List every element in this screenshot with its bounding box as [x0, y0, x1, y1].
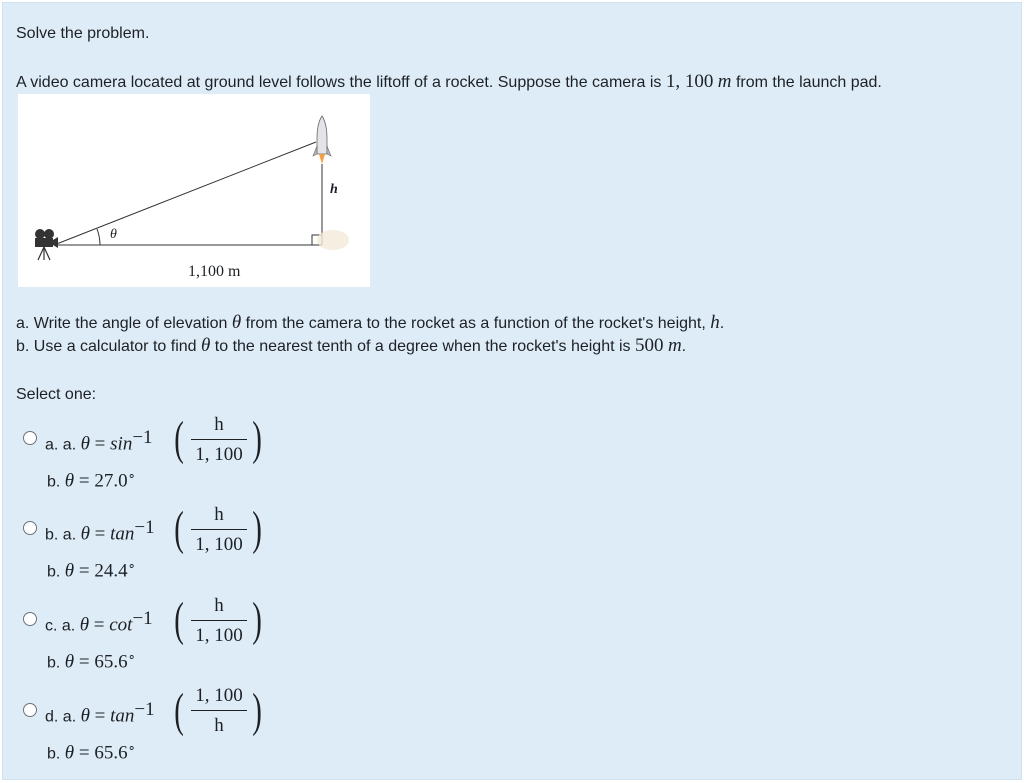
option-c-function: cot	[109, 614, 133, 636]
option-d-b-prefix: b.	[47, 745, 65, 763]
problem-unit: m	[717, 71, 732, 92]
part-b-value: 500	[634, 335, 664, 356]
problem-text-end: from the launch pad.	[731, 74, 882, 91]
option-c-fraction-bar	[191, 620, 247, 621]
part-a-start: a. Write the angle of elevation	[16, 315, 232, 332]
option-a-denominator: 1, 100	[195, 444, 243, 465]
option-b-b-value: 24.4	[94, 560, 128, 582]
option-d-fraction-bar	[191, 710, 247, 711]
option-d-function: tan	[110, 705, 135, 727]
option-b-numerator: h	[214, 504, 224, 525]
rocket-figure	[18, 94, 370, 287]
option-d-equation[interactable]	[45, 699, 155, 727]
option-c-b-prefix: b.	[47, 654, 65, 672]
option-b-part-b[interactable]	[47, 558, 136, 582]
part-b-start: b. Use a calculator to find	[16, 338, 201, 355]
problem-text	[16, 71, 882, 93]
part-a-middle: from the camera to the rocket as a function of the rocket's height,	[241, 315, 711, 332]
triangle-diagram	[18, 94, 370, 287]
option-c-degree: ∘	[127, 649, 136, 664]
option-a-equation[interactable]	[45, 427, 153, 455]
option-b-radio[interactable]	[23, 521, 37, 535]
option-d-degree: ∘	[127, 740, 136, 755]
height-h-label: h	[330, 182, 338, 197]
option-d-exponent: −1	[134, 699, 155, 720]
angle-arc	[97, 229, 100, 245]
option-a-b-equals: =	[74, 470, 95, 492]
option-d-b-value: 65.6	[94, 742, 128, 764]
option-a-function: sin	[110, 433, 133, 455]
option-a-fraction-bar	[191, 439, 247, 440]
option-d-left-paren: (	[174, 684, 184, 737]
option-b-right-paren: )	[252, 502, 262, 555]
option-a-numerator: h	[214, 414, 224, 435]
option-d-letter: d. a.	[45, 708, 81, 726]
option-a-b-theta: θ	[64, 470, 75, 492]
part-a-h: h	[710, 312, 720, 333]
option-b-b-equals: =	[74, 560, 95, 582]
angle-theta-label: θ	[110, 227, 117, 242]
option-d-numerator: 1, 100	[195, 685, 243, 706]
part-b-unit: m	[667, 335, 682, 356]
option-a-b-value: 27.0	[94, 470, 128, 492]
option-c-numerator: h	[214, 595, 224, 616]
part-b-end: .	[681, 338, 687, 355]
option-b-b-theta: θ	[64, 560, 75, 582]
option-b-degree: ∘	[127, 558, 136, 573]
option-d-denominator: h	[214, 715, 224, 736]
option-c-theta: θ	[79, 614, 90, 636]
problem-distance: 1, 100	[665, 71, 714, 92]
option-d-b-equals: =	[74, 742, 95, 764]
option-a-radio[interactable]	[23, 431, 37, 445]
option-b-denominator: 1, 100	[195, 534, 243, 555]
option-b-b-prefix: b.	[47, 563, 65, 581]
instruction-text: Solve the problem.	[16, 25, 150, 42]
option-a-right-paren: )	[252, 412, 262, 465]
option-c-part-b[interactable]	[47, 649, 136, 673]
option-d-radio[interactable]	[23, 703, 37, 717]
option-a-degree: ∘	[127, 468, 136, 483]
option-a-equals: =	[89, 433, 111, 455]
option-a-left-paren: (	[174, 412, 184, 465]
base-distance-label: 1,100 m	[188, 263, 241, 280]
part-b-middle: to the nearest tenth of a degree when the rocket's height is	[210, 338, 635, 355]
select-one-label: Select one:	[16, 386, 97, 403]
option-c-exponent: −1	[132, 608, 153, 629]
part-a-end: .	[719, 315, 725, 332]
option-c-equals: =	[89, 614, 110, 636]
option-d-right-paren: )	[252, 684, 262, 737]
option-a-letter: a. a.	[45, 436, 81, 454]
option-c-right-paren: )	[252, 593, 262, 646]
question-panel	[2, 2, 1022, 780]
option-a-theta: θ	[80, 433, 90, 455]
option-b-letter: b. a.	[45, 526, 81, 544]
option-b-fraction-bar	[191, 529, 247, 530]
option-d-theta: θ	[80, 705, 90, 727]
option-c-denominator: 1, 100	[195, 625, 243, 646]
option-b-left-paren: (	[174, 502, 184, 555]
option-b-equation[interactable]	[45, 517, 155, 545]
line-of-sight	[54, 142, 316, 245]
option-c-b-value: 65.6	[94, 651, 128, 673]
part-a-theta: θ	[231, 312, 242, 333]
rocket-icon	[313, 116, 331, 164]
option-a-b-prefix: b.	[47, 473, 65, 491]
option-c-radio[interactable]	[23, 612, 37, 626]
video-camera-icon	[35, 229, 58, 260]
option-b-theta: θ	[80, 523, 90, 545]
option-c-letter: c. a.	[45, 617, 80, 635]
part-a-text	[16, 312, 724, 334]
option-a-exponent: −1	[132, 427, 153, 448]
option-d-part-b[interactable]	[47, 740, 136, 764]
option-c-equation[interactable]	[45, 608, 153, 636]
option-d-equals: =	[89, 705, 111, 727]
option-d-b-theta: θ	[64, 742, 75, 764]
option-b-exponent: −1	[134, 517, 155, 538]
option-c-b-theta: θ	[64, 651, 75, 673]
option-c-b-equals: =	[74, 651, 95, 673]
problem-text-start: A video camera located at ground level follows the liftoff of a rocket. Suppose the camera is	[16, 74, 666, 91]
smoke-cloud	[317, 230, 349, 250]
option-c-left-paren: (	[174, 593, 184, 646]
part-b-text	[16, 335, 686, 357]
part-b-theta: θ	[200, 335, 211, 356]
option-b-equals: =	[89, 523, 111, 545]
option-b-function: tan	[110, 523, 135, 545]
option-a-part-b[interactable]	[47, 468, 136, 492]
